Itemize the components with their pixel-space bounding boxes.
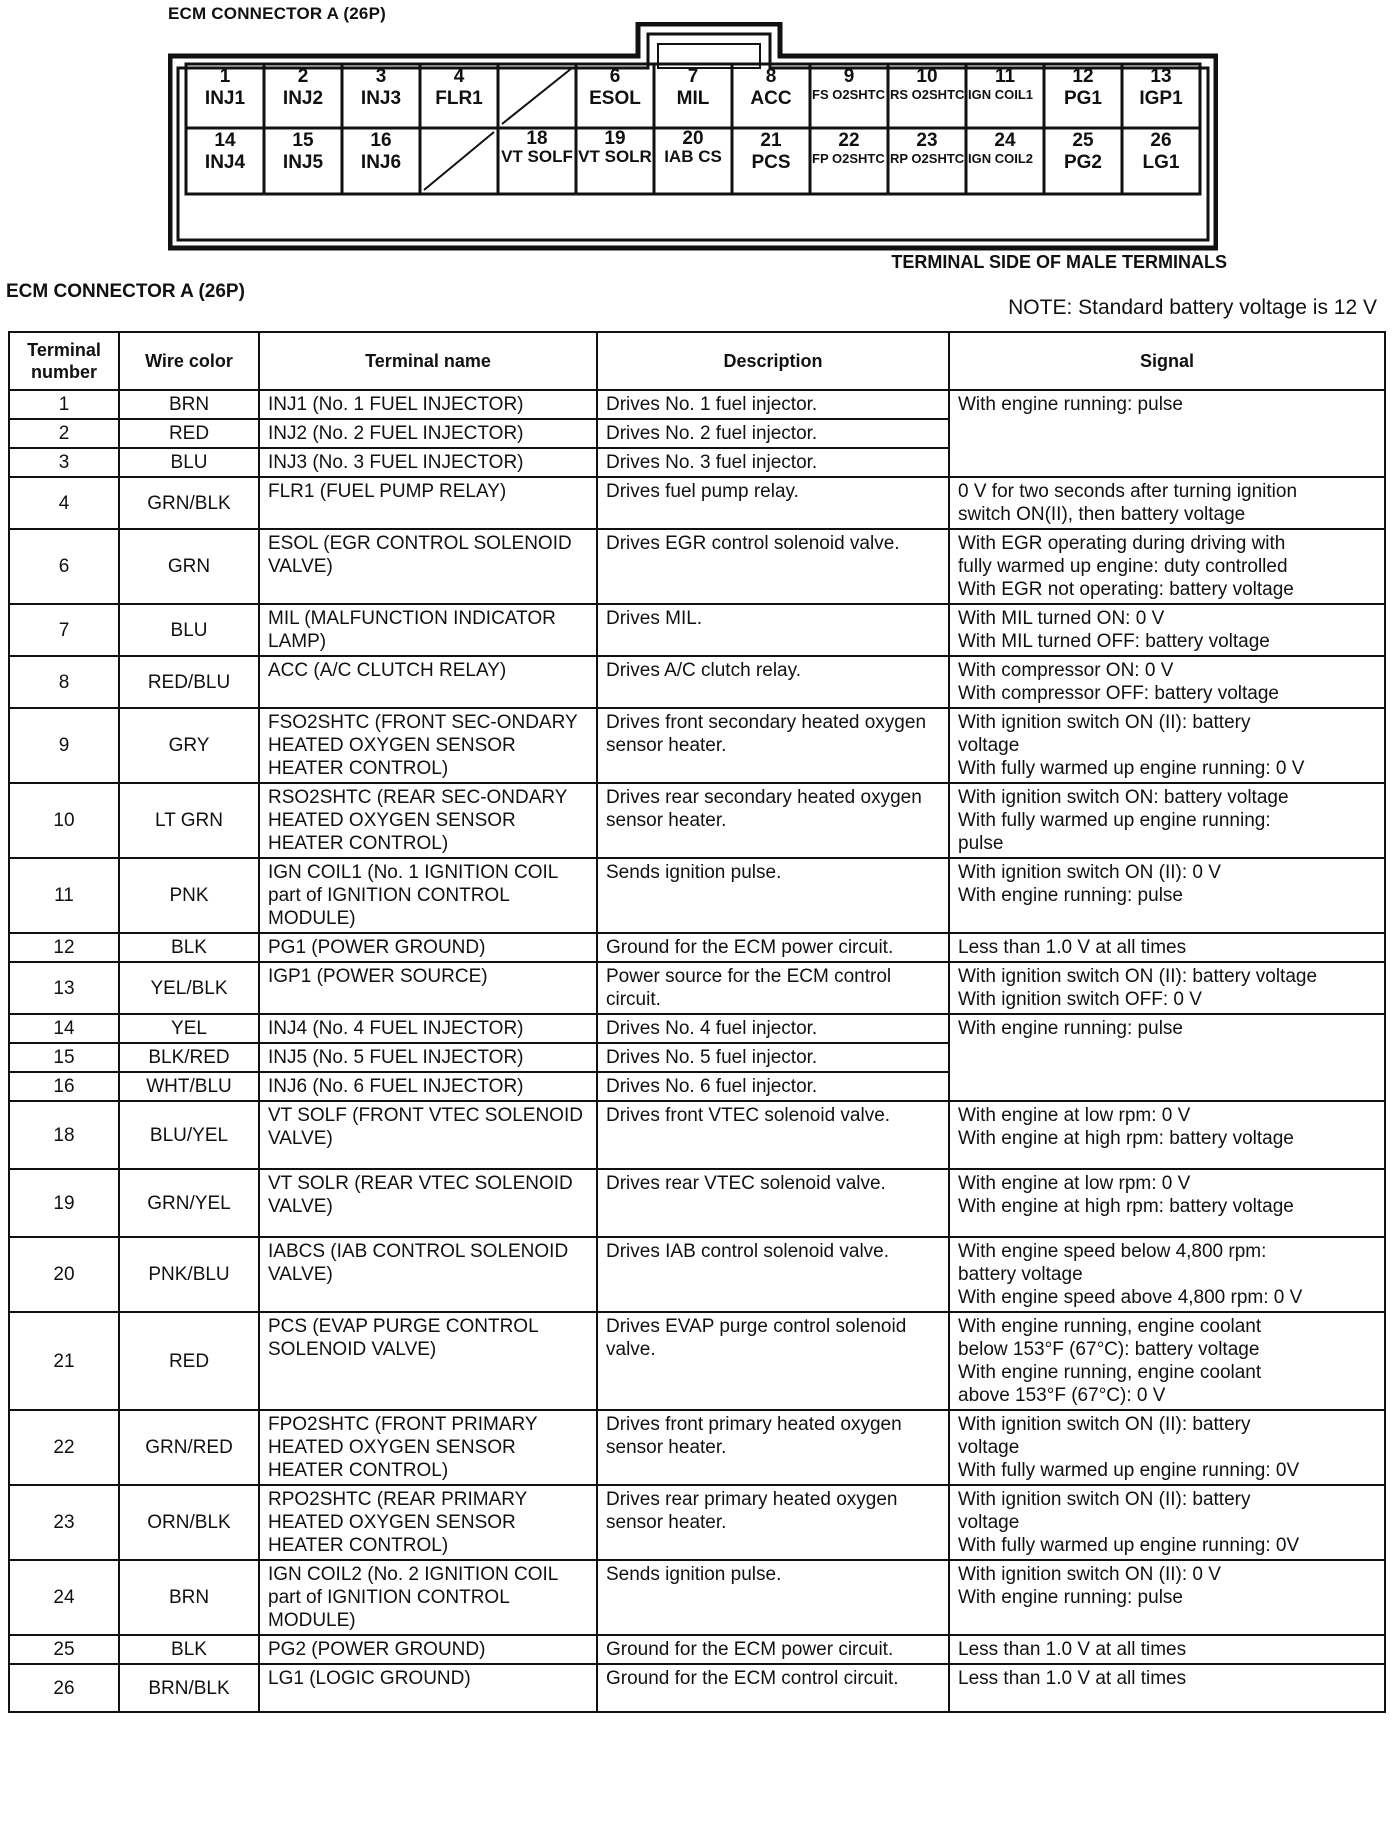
bottom-row-terminal-18 [498,130,576,192]
terminal-number: 18 [526,128,548,149]
cell-terminal: 19 [9,1169,119,1237]
terminal-label: ESOL [589,88,641,109]
cell-description: Drives No. 2 fuel injector. [597,419,949,448]
table-row [9,858,1385,933]
cell-terminal: 14 [9,1014,119,1043]
bottom-row-terminal-22 [810,130,888,192]
table-row [9,1560,1385,1635]
cell-name: VT SOLF (FRONT VTEC SOLENOID VALVE) [259,1101,597,1169]
cell-signal [949,1072,1385,1101]
signal-line: With engine speed above 4,800 rpm: 0 V [958,1287,1303,1308]
cell-terminal: 12 [9,933,119,962]
cell-description: Drives EVAP purge control solenoid valve. [597,1312,949,1410]
ecm-terminal-table [8,331,1386,1713]
terminal-number: 26 [1150,130,1172,151]
terminal-label: INJ1 [204,88,246,109]
top-row-terminal-2 [264,66,342,126]
cell-wire: GRN [119,529,259,604]
table-row [9,1312,1385,1410]
cell-description: Drives No. 3 fuel injector. [597,448,949,477]
col-header-terminal: Terminal number [9,332,119,390]
terminal-label: PCS [751,152,791,173]
terminal-label: RP O2SHTC [890,151,965,166]
signal-line: With engine speed below 4,800 rpm: [958,1241,1267,1262]
terminal-number: 2 [297,66,309,87]
signal-line: With ignition switch ON (II): 0 V [958,862,1221,883]
cell-description: Ground for the ECM power circuit. [597,933,949,962]
terminal-number: 14 [214,130,236,151]
signal-line: With engine running, engine coolant [958,1316,1262,1337]
terminal-label: LG1 [1142,152,1180,173]
terminal-number: 24 [994,130,1016,151]
col-header-wire: Wire color [119,332,259,390]
signal-line: voltage [958,1512,1020,1533]
cell-name: PG1 (POWER GROUND) [259,933,597,962]
terminal-number: 8 [765,66,777,87]
cell-wire: BRN [119,1560,259,1635]
cell-name: INJ4 (No. 4 FUEL INJECTOR) [259,1014,597,1043]
terminal-label: IGN COIL2 [968,151,1034,166]
table-row [9,1014,1385,1043]
cell-signal [949,477,1385,529]
connector-diagram-title: ECM CONNECTOR A (26P) [168,4,386,23]
cell-name: INJ3 (No. 3 FUEL INJECTOR) [259,448,597,477]
terminal-label: INJ3 [360,88,402,109]
terminal-number: 9 [843,66,855,87]
table-row [9,1101,1385,1169]
cell-name: INJ6 (No. 6 FUEL INJECTOR) [259,1072,597,1101]
signal-line: With fully warmed up engine running: 0V [958,1460,1300,1481]
cell-wire: WHT/BLU [119,1072,259,1101]
cell-terminal: 10 [9,783,119,858]
cell-signal [949,1664,1385,1712]
cell-signal [949,448,1385,477]
cell-signal [949,529,1385,604]
cell-description: Drives MIL. [597,604,949,656]
cell-wire: PNK [119,858,259,933]
terminal-number: 3 [375,66,387,87]
terminal-label: RS O2SHTC [890,87,965,102]
signal-line: With ignition switch ON: battery voltage [958,787,1289,808]
signal-line: fully warmed up engine: duty controlled [958,556,1288,577]
cell-signal [949,419,1385,448]
signal-line: switch ON(II), then battery voltage [958,504,1246,525]
cell-signal [949,1560,1385,1635]
col-header-name: Terminal name [259,332,597,390]
table-row [9,656,1385,708]
cell-name: INJ1 (No. 1 FUEL INJECTOR) [259,390,597,419]
cell-signal [949,604,1385,656]
cell-signal [949,1101,1385,1169]
signal-line: With MIL turned ON: 0 V [958,608,1165,629]
bottom-row-terminal-26 [1122,130,1200,192]
terminal-number: 13 [1150,66,1172,87]
terminal-label: IGP1 [1139,88,1183,109]
cell-wire: RED/BLU [119,656,259,708]
signal-line: below 153°F (67°C): battery voltage [958,1339,1260,1360]
cell-signal [949,1635,1385,1664]
top-row-terminal-11 [966,66,1044,126]
col-header-signal: Signal [949,332,1385,390]
top-row-terminal-12 [1044,66,1122,126]
signal-line: With ignition switch ON (II): battery [958,712,1251,733]
cell-terminal: 15 [9,1043,119,1072]
signal-line: With ignition switch ON (II): battery [958,1489,1251,1510]
signal-line: With EGR operating during driving with [958,533,1286,554]
table-row [9,1043,1385,1072]
cell-terminal: 8 [9,656,119,708]
terminal-label: PG1 [1063,88,1103,109]
terminal-label: PG2 [1063,152,1103,173]
table-body [9,390,1385,1712]
cell-terminal: 26 [9,1664,119,1712]
terminal-number: 22 [838,130,860,151]
cell-name: FLR1 (FUEL PUMP RELAY) [259,477,597,529]
terminal-label: FLR1 [435,88,483,109]
battery-voltage-note: NOTE: Standard battery voltage is 12 V [1008,296,1377,319]
cell-name: ACC (A/C CLUTCH RELAY) [259,656,597,708]
table-header-row [9,332,1385,390]
terminal-number: 23 [916,130,938,151]
terminal-number: 4 [453,66,465,87]
signal-line: pulse [958,833,1004,854]
bottom-row-terminal-15 [264,130,342,192]
table-row [9,962,1385,1014]
table-row [9,1485,1385,1560]
cell-description: Drives rear secondary heated oxygen sensor heater. [597,783,949,858]
table-row [9,1635,1385,1664]
bottom-row-terminal-16 [342,130,420,192]
cell-wire: GRN/RED [119,1410,259,1485]
signal-line: With ignition switch ON (II): 0 V [958,1564,1221,1585]
table-row [9,448,1385,477]
cell-wire: RED [119,419,259,448]
cell-name: INJ2 (No. 2 FUEL INJECTOR) [259,419,597,448]
cell-name: IABCS (IAB CONTROL SOLENOID VALVE) [259,1237,597,1312]
signal-line: With fully warmed up engine running: 0 V [958,758,1305,779]
signal-line: With engine at low rpm: 0 V [958,1173,1191,1194]
terminal-number: 10 [916,66,938,87]
cell-description: Drives No. 6 fuel injector. [597,1072,949,1101]
cell-wire: GRN/BLK [119,477,259,529]
signal-line: With fully warmed up engine running: 0V [958,1535,1300,1556]
signal-line: With engine running, engine coolant [958,1362,1262,1383]
terminal-number: 1 [219,66,231,87]
top-row-terminal-7 [654,66,732,126]
terminal-label: VT SOLF [501,147,573,166]
cell-wire: GRN/YEL [119,1169,259,1237]
cell-terminal: 2 [9,419,119,448]
top-row-terminal-1 [186,66,264,126]
cell-signal [949,1169,1385,1237]
signal-line: voltage [958,1437,1020,1458]
signal-line: With fully warmed up engine running: [958,810,1271,831]
bottom-row-terminal-14 [186,130,264,192]
terminal-label: INJ4 [204,152,246,173]
cell-wire: BRN/BLK [119,1664,259,1712]
table-row [9,604,1385,656]
terminal-number: 6 [609,66,621,87]
table-row [9,1410,1385,1485]
cell-description: Drives front secondary heated oxygen sensor heater. [597,708,949,783]
cell-terminal: 11 [9,858,119,933]
top-row-terminal-13 [1122,66,1200,126]
cell-wire: BLU [119,448,259,477]
terminal-number: 20 [682,128,704,149]
cell-wire: ORN/BLK [119,1485,259,1560]
cell-wire: BLU/YEL [119,1101,259,1169]
cell-wire: YEL/BLK [119,962,259,1014]
signal-line: With engine running: pulse [958,885,1183,906]
top-row-terminal-8 [732,66,810,126]
cell-wire: YEL [119,1014,259,1043]
terminal-label: INJ5 [282,152,324,173]
cell-terminal: 7 [9,604,119,656]
table-row [9,708,1385,783]
cell-terminal: 16 [9,1072,119,1101]
cell-wire: RED [119,1312,259,1410]
terminal-label: VT SOLR [578,147,652,166]
table-row [9,1072,1385,1101]
signal-line: With engine running: pulse [958,394,1183,415]
table-row [9,1664,1385,1712]
signal-line: With compressor ON: 0 V [958,660,1174,681]
cell-description: Drives No. 4 fuel injector. [597,1014,949,1043]
cell-name: IGN COIL1 (No. 1 IGNITION COIL part of IGNITION CONTROL MODULE) [259,858,597,933]
cell-description: Drives rear VTEC solenoid valve. [597,1169,949,1237]
cell-signal [949,1043,1385,1072]
cell-wire: PNK/BLU [119,1237,259,1312]
cell-name: INJ5 (No. 5 FUEL INJECTOR) [259,1043,597,1072]
top-row-terminal-6 [576,66,654,126]
col-header-description: Description [597,332,949,390]
cell-wire: BLK/RED [119,1043,259,1072]
table-row [9,529,1385,604]
cell-terminal: 22 [9,1410,119,1485]
cell-name: LG1 (LOGIC GROUND) [259,1664,597,1712]
top-row-terminal-10 [888,66,966,126]
table-row [9,390,1385,419]
cell-description: Sends ignition pulse. [597,858,949,933]
table-title: ECM CONNECTOR A (26P) [6,281,245,302]
table-row [9,419,1385,448]
cell-wire: LT GRN [119,783,259,858]
cell-signal [949,1237,1385,1312]
signal-line: voltage [958,735,1020,756]
top-row-terminal-3 [342,66,420,126]
signal-line: With compressor OFF: battery voltage [958,683,1279,704]
signal-line: With ignition switch OFF: 0 V [958,989,1202,1010]
cell-description: Drives fuel pump relay. [597,477,949,529]
cell-signal [949,1014,1385,1043]
signal-line: above 153°F (67°C): 0 V [958,1385,1166,1406]
signal-line: Less than 1.0 V at all times [958,1639,1187,1660]
cell-terminal: 3 [9,448,119,477]
terminal-number: 11 [994,66,1016,87]
cell-description: Sends ignition pulse. [597,1560,949,1635]
cell-name: FPO2SHTC (FRONT PRIMARY HEATED OXYGEN SENSOR HEATER CONTROL) [259,1410,597,1485]
cell-description: Drives No. 5 fuel injector. [597,1043,949,1072]
cell-name: RSO2SHTC (REAR SEC-ONDARY HEATED OXYGEN SENSOR HEATER CONTROL) [259,783,597,858]
signal-line: With engine running: pulse [958,1018,1183,1039]
cell-wire: BRN [119,390,259,419]
cell-terminal: 13 [9,962,119,1014]
cell-wire: BLK [119,1635,259,1664]
terminal-number: 19 [604,128,626,149]
terminal-number: 7 [687,66,699,87]
cell-terminal: 20 [9,1237,119,1312]
cell-description: Drives EGR control solenoid valve. [597,529,949,604]
signal-line: With MIL turned OFF: battery voltage [958,631,1270,652]
cell-name: FSO2SHTC (FRONT SEC-ONDARY HEATED OXYGEN SENSOR HEATER CONTROL) [259,708,597,783]
cell-description: Drives rear primary heated oxygen sensor heater. [597,1485,949,1560]
table-row [9,783,1385,858]
bottom-row-terminal-20 [654,130,732,192]
cell-terminal: 18 [9,1101,119,1169]
signal-line: With ignition switch ON (II): battery [958,1414,1251,1435]
terminal-label: IGN COIL1 [968,87,1034,102]
cell-name: IGN COIL2 (No. 2 IGNITION COIL part of IGNITION CONTROL MODULE) [259,1560,597,1635]
terminal-number: 16 [370,130,392,151]
cell-terminal: 24 [9,1560,119,1635]
terminal-label: ACC [750,88,792,109]
table-row [9,933,1385,962]
cell-terminal: 9 [9,708,119,783]
signal-line: With engine running: pulse [958,1587,1183,1608]
signal-line: Less than 1.0 V at all times [958,1668,1187,1689]
cell-terminal: 6 [9,529,119,604]
terminal-number: 21 [760,130,782,151]
cell-terminal: 1 [9,390,119,419]
signal-line: With EGR not operating: battery voltage [958,579,1294,600]
bottom-row-terminal-25 [1044,130,1122,192]
terminal-label: IAB CS [664,147,722,166]
bottom-row-terminal-24 [966,130,1044,192]
cell-description: Drives A/C clutch relay. [597,656,949,708]
table-row [9,477,1385,529]
signal-line: Less than 1.0 V at all times [958,937,1187,958]
cell-description: Drives front primary heated oxygen sensor heater. [597,1410,949,1485]
cell-terminal: 21 [9,1312,119,1410]
cell-signal [949,1312,1385,1410]
cell-description: Drives front VTEC solenoid valve. [597,1101,949,1169]
cell-signal [949,962,1385,1014]
cell-name: ESOL (EGR CONTROL SOLENOID VALVE) [259,529,597,604]
signal-line: With ignition switch ON (II): battery voltage [958,966,1318,987]
terminal-number: 15 [292,130,314,151]
cell-signal [949,390,1385,419]
signal-line: With engine at low rpm: 0 V [958,1105,1191,1126]
cell-name: PCS (EVAP PURGE CONTROL SOLENOID VALVE) [259,1312,597,1410]
cell-description: Drives No. 1 fuel injector. [597,390,949,419]
cell-name: MIL (MALFUNCTION INDICATOR LAMP) [259,604,597,656]
cell-signal [949,933,1385,962]
signal-line: With engine at high rpm: battery voltage [958,1128,1294,1149]
bottom-row-terminal-19 [576,130,654,192]
signal-line: battery voltage [958,1264,1083,1285]
cell-terminal: 23 [9,1485,119,1560]
terminal-label: FS O2SHTC [812,87,885,102]
cell-description: Ground for the ECM power circuit. [597,1635,949,1664]
terminal-label: INJ2 [282,88,324,109]
cell-name: IGP1 (POWER SOURCE) [259,962,597,1014]
top-row-terminal-9 [810,66,888,126]
cell-signal [949,708,1385,783]
terminal-label: MIL [676,88,710,109]
connector-terminal-cells [168,22,1218,254]
cell-description: Ground for the ECM control circuit. [597,1664,949,1712]
cell-description: Power source for the ECM control circuit. [597,962,949,1014]
table-row [9,1237,1385,1312]
cell-wire: BLU [119,604,259,656]
cell-name: PG2 (POWER GROUND) [259,1635,597,1664]
terminal-number: 25 [1072,130,1094,151]
terminal-side-label: TERMINAL SIDE OF MALE TERMINALS [891,252,1227,272]
cell-description: Drives IAB control solenoid valve. [597,1237,949,1312]
cell-name: RPO2SHTC (REAR PRIMARY HEATED OXYGEN SENSOR HEATER CONTROL) [259,1485,597,1560]
cell-signal [949,858,1385,933]
cell-signal [949,656,1385,708]
bottom-row-terminal-23 [888,130,966,192]
cell-name: VT SOLR (REAR VTEC SOLENOID VALVE) [259,1169,597,1237]
cell-signal [949,1485,1385,1560]
top-row-terminal-4 [420,66,498,126]
cell-signal [949,1410,1385,1485]
cell-terminal: 4 [9,477,119,529]
cell-wire: BLK [119,933,259,962]
terminal-number: 12 [1072,66,1094,87]
terminal-label: INJ6 [360,152,402,173]
cell-wire: GRY [119,708,259,783]
signal-line: With engine at high rpm: battery voltage [958,1196,1294,1217]
cell-terminal: 25 [9,1635,119,1664]
table-row [9,1169,1385,1237]
signal-line: 0 V for two seconds after turning ignition [958,481,1298,502]
bottom-row-terminal-21 [732,130,810,192]
terminal-label: FP O2SHTC [812,151,885,166]
cell-signal [949,783,1385,858]
